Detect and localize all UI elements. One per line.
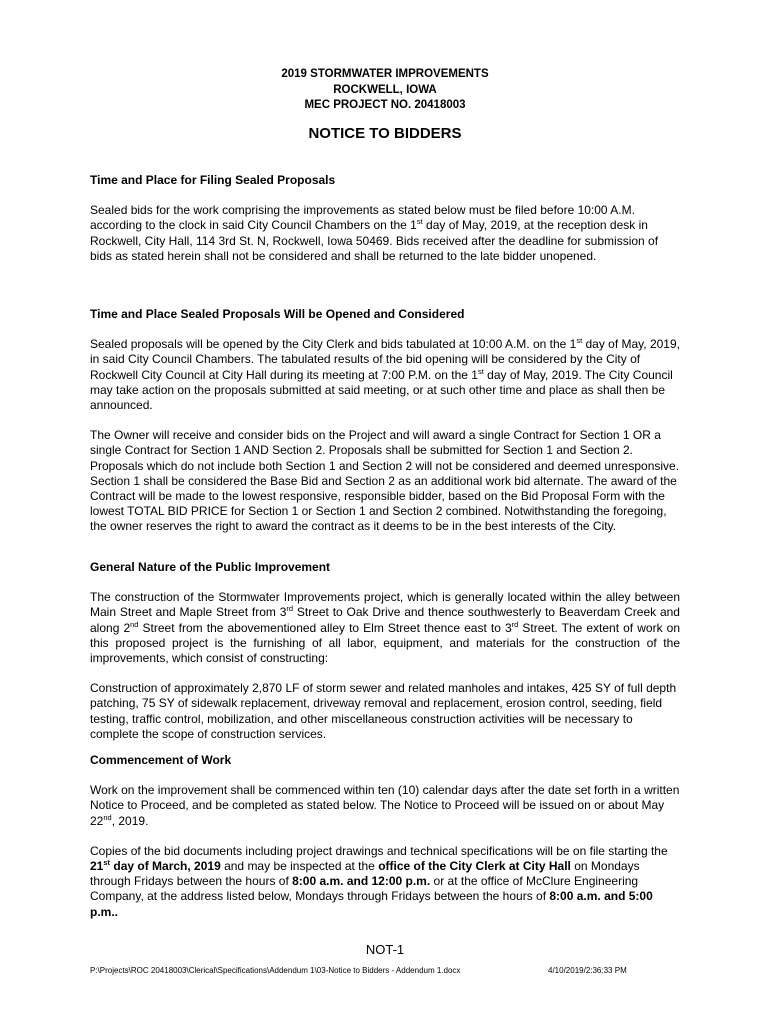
- page-number: NOT-1: [365, 942, 405, 957]
- header-line-2: ROCKWELL, IOWA: [333, 83, 437, 96]
- paragraph: [90, 783, 680, 829]
- bold-run: office of the City Clerk at City Hall: [378, 859, 571, 874]
- footer-timestamp: 4/10/2019/2:36:33 PM: [548, 966, 627, 975]
- paragraph: [90, 844, 680, 920]
- superscript: nd: [103, 812, 112, 822]
- text-run: Sealed bids for the work comprising the improvements as stated below must be filed before 10:00 A.M. according to the clock in said City Council Chambers on the 1: [90, 203, 635, 233]
- paragraph: [90, 203, 680, 264]
- document-header: [0, 67, 770, 114]
- text-run: 21: [90, 859, 104, 874]
- text-run: and may be inspected at the: [220, 859, 379, 874]
- text-run: on Mondays through Fridays between the hours of: [90, 859, 640, 889]
- text-run: or at the office of McClure Engineering Company, at the address listed below, Mondays through Fridays between the hours of: [90, 874, 639, 904]
- text-run: The construction of the Stormwater Improvements project, which is generally located within the alley between Main Street and Maple Street from 3: [90, 590, 680, 620]
- superscript: st: [416, 217, 423, 227]
- footer-file-path: P:\Projects\ROC 20418003\Clerical\Specifications\Addendum 1\03-Notice to Bidders - Addendum 1.docx: [90, 966, 461, 975]
- text-run: Copies of the bid documents including project drawings and technical specifications will be on file starting the: [90, 843, 668, 858]
- bold-run: 8:00 a.m. and 5:00 p.m..: [90, 889, 653, 919]
- superscript: st: [477, 366, 484, 376]
- bold-run: [90, 859, 221, 873]
- section-commencement: [90, 753, 680, 920]
- bold-run: 8:00 a.m. and 12:00 p.m.: [292, 874, 431, 889]
- paragraph: [90, 337, 680, 413]
- superscript: nd: [130, 619, 139, 629]
- section-opening: [90, 307, 680, 535]
- text-run: Street from the abovementioned alley to Elm Street thence east to 3: [138, 620, 512, 635]
- text-run: day of May, 2019, at the reception desk in Rockwell, City Hall, 114 3rd St. N, Rockwell, Iowa 50469. Bids received after the deadline for submission of bids as stated herein shall not be considered and shall be returned to the late bidder unopened.: [90, 218, 659, 263]
- section-heading: Time and Place Sealed Proposals Will be Opened and Considered: [90, 307, 465, 321]
- header-line-1: 2019 STORMWATER IMPROVEMENTS: [281, 68, 489, 80]
- paragraph: The Owner will receive and consider bids on the Project and will award a single Contract for Section 1 OR a single Contract for Section 1 AND Section 2. Proposals shall be submitted for Section 1 and Section 2. Proposals which do not include both Section 1 and Section 2 will not be considered and deemed unresponsive. Section 1 shall be considered the Base Bid and Section 2 as an additional work bid alternate. The award of the Contract will be made to the lowest responsive, responsible bidder, based on the Bid Proposal Form with the lowest TOTAL BID PRICE for Section 1 or Section 1 and Section 2 combined. Notwithstanding the foregoing, the owner reserves the right to award the contract as it deems to be in the best interests of the City.: [90, 428, 680, 534]
- superscript: rd: [286, 604, 294, 614]
- paragraph: [90, 590, 680, 666]
- text-run: Street. The extent of work on this proposed project is the furnishing of all labor, equipment, and materials for the construction of the improvements, which consist of constructing:: [90, 620, 680, 666]
- section-heading: Time and Place for Filing Sealed Proposals: [90, 173, 336, 187]
- section-filing: [90, 173, 680, 264]
- superscript: st: [576, 336, 583, 346]
- section-heading: Commencement of Work: [90, 753, 232, 767]
- paragraph: Construction of approximately 2,870 LF of storm sewer and related manholes and intakes, 425 SY of full depth patching, 75 SY of sidewalk replacement, driveway removal and replacement, erosion control, seeding, field testing, traffic control, mobilization, and other miscellaneous construction activities will be necessary to complete the scope of construction services.: [90, 681, 677, 741]
- text-run: , 2019.: [111, 813, 149, 828]
- superscript: rd: [511, 619, 519, 629]
- superscript: st: [103, 858, 111, 868]
- text-run: day of March, 2019: [110, 859, 221, 874]
- page-title: NOTICE TO BIDDERS: [308, 125, 462, 142]
- header-line-3: MEC PROJECT NO. 20418003: [304, 99, 466, 111]
- text-run: Sealed proposals will be opened by the City Clerk and bids tabulated at 10:00 A.M. on the 1: [90, 337, 577, 352]
- section-heading: General Nature of the Public Improvement: [90, 560, 331, 574]
- text-run: Work on the improvement shall be commenced within ten (10) calendar days after the date set forth in a written Notice to Proceed, and be completed as stated below. The Notice to Proceed will be issued on or about May 22: [90, 783, 680, 828]
- text-run: Street to Oak Drive and thence southwesterly to Beaverdam Creek and along 2: [90, 605, 680, 635]
- text-run: day of May, 2019. The City Council may take action on the proposals submitted at said meeting, or at such other time and place as shall then be announced.: [90, 367, 673, 413]
- section-general-nature: [90, 560, 680, 742]
- text-run: day of May, 2019, in said City Council Chambers. The tabulated results of the bid opening will be considered by the City of Rockwell City Council at City Hall during its meeting at 7:00 P.M. on the 1: [90, 337, 680, 382]
